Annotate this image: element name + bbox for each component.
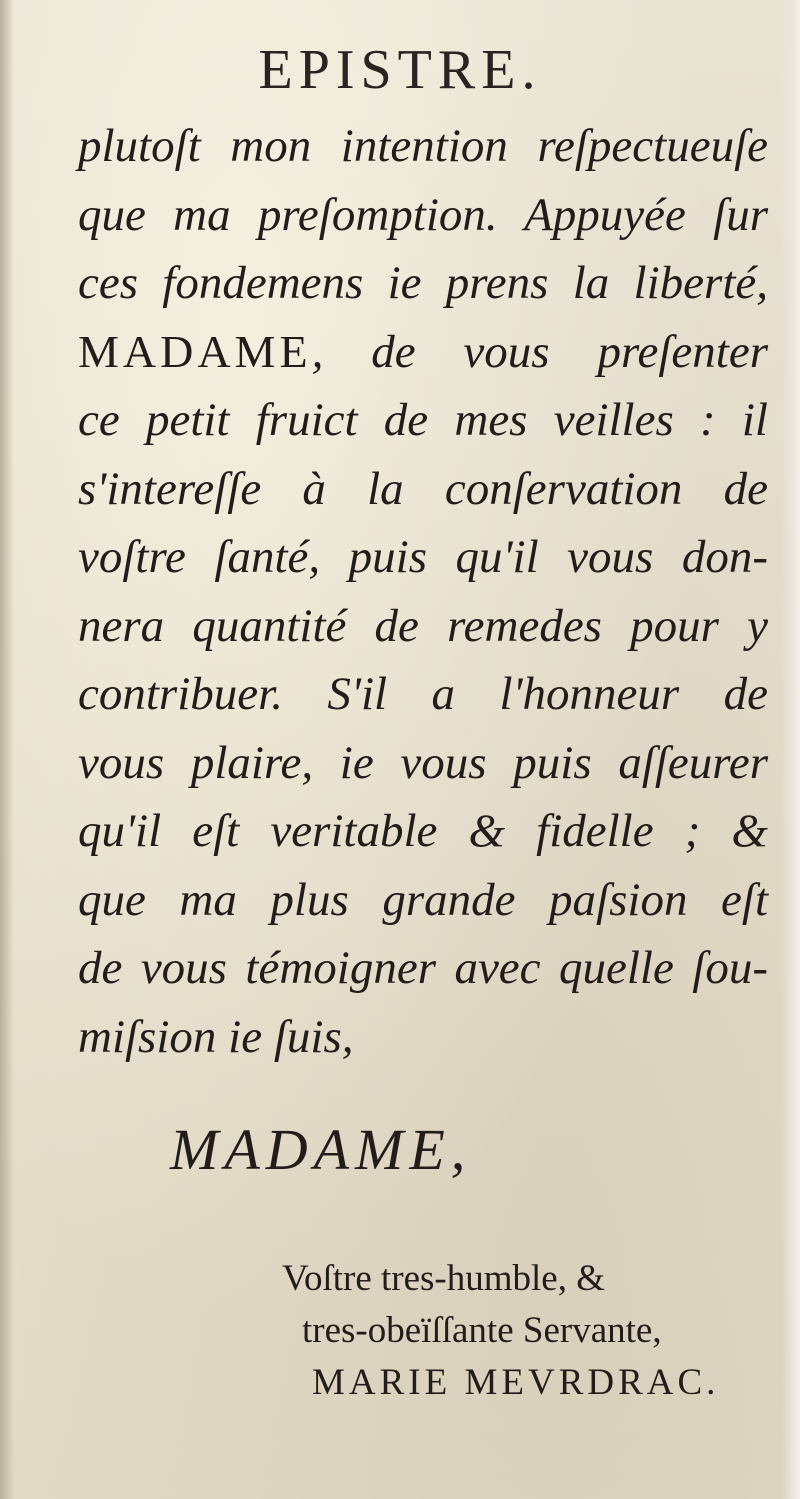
page-edge-right [782, 0, 800, 1499]
body-line-13: de vous témoigner avec quelle ſou- [78, 942, 768, 994]
body-line-5: ce petit fruict de mes veilles : il [78, 394, 768, 446]
address-word-madame: MADAME [78, 325, 312, 377]
body-line-12: que ma plus grande paſsion eſt [78, 873, 768, 926]
signature-block [282, 1253, 752, 1409]
body-line-11: qu'il eſt veritable & fidelle ; & [78, 805, 768, 857]
body-line-14: miſsion ie ſuis, [78, 1010, 354, 1063]
body-line-2: que ma preſomption. Appuyée ſur [78, 188, 768, 241]
body-line-7: voſtre ſanté, puis qu'il vous don- [78, 531, 768, 583]
body-line-1: plutoſt mon intention reſpectueuſe [78, 120, 768, 172]
signature-line-1: Voſtre tres-humble, & [282, 1258, 606, 1299]
running-title: EPISTRE. [258, 39, 542, 101]
body-line-3: ces fondemens ie prens la liberté, [78, 257, 768, 309]
body-line-10: vous plaire, ie vous puis aſſeurer [78, 736, 768, 789]
body-line-8: nera quantité de remedes pour y [78, 599, 768, 652]
body-line-4 [78, 318, 768, 387]
page-shadow-left [0, 0, 14, 1499]
epistle-body [78, 112, 768, 1071]
body-line-6: s'intereſſe à la conſervation de [78, 462, 768, 515]
signature-name: MARIE MEVRDRAC. [312, 1362, 720, 1403]
closing-salutation: MADAME, [170, 1117, 472, 1182]
body-line-9: contribuer. S'il a l'honneur de [78, 668, 768, 720]
signature-line-2: tres-obeïſſante Servante, [302, 1310, 662, 1351]
body-line-4-text: , de vous preſenter [311, 325, 768, 378]
